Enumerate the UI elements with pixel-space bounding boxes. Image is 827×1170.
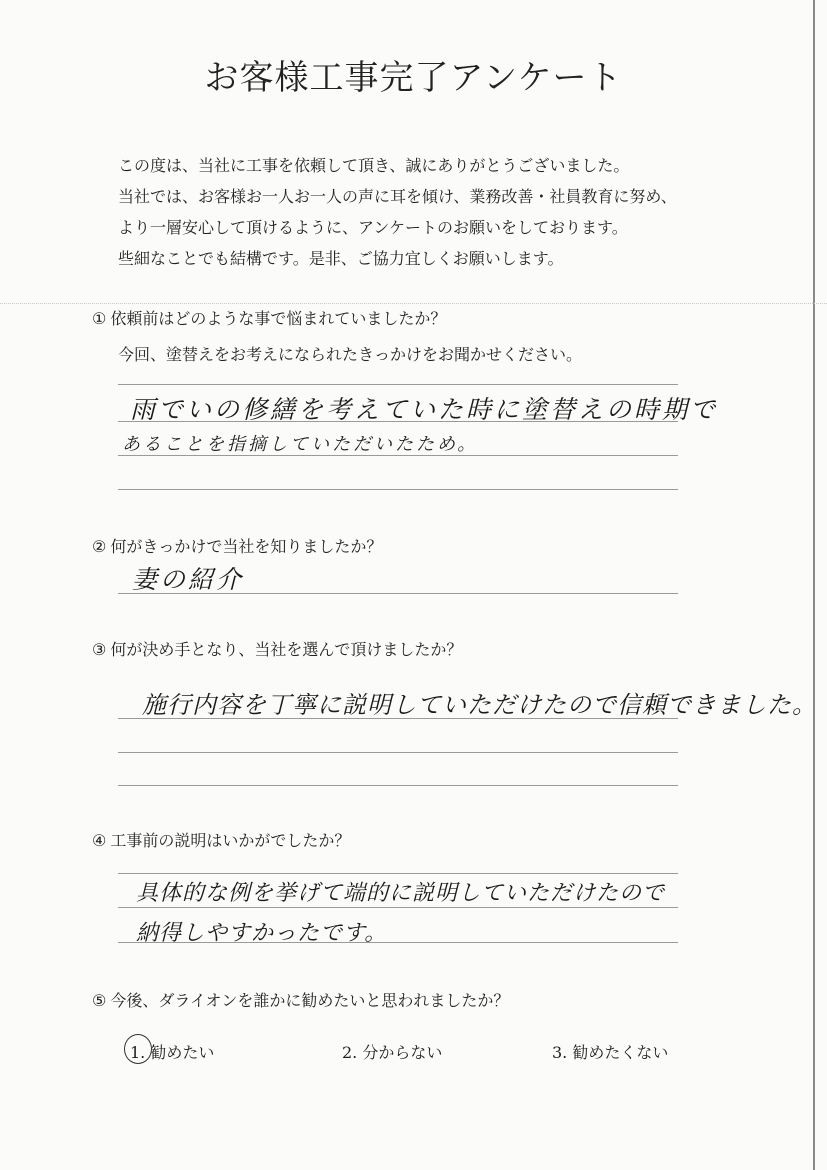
intro-text (118, 150, 758, 274)
intro-line: 些細なことでも結構です。是非、ご協力宜しくお願いします。 (118, 249, 564, 268)
question-text: 依頼前はどのような事で悩まれていましたか？ (110, 309, 447, 328)
handwritten-answer-1-line-1: 雨でいの修繕を考えていた時に塗替えの時期で (130, 395, 719, 424)
selected-circle-mark (124, 1034, 152, 1064)
question-3 (92, 637, 462, 660)
answer-line (118, 489, 678, 490)
question-2 (92, 534, 382, 557)
handwritten-answer-4-line-1: 具体的な例を挙げて端的に説明していただけたので (136, 881, 666, 906)
question-number: ⑤ (92, 991, 107, 1010)
question-number: ② (92, 537, 107, 556)
intro-line: 当社では、お客様お一人お一人の声に耳を傾け、業務改善・社員教育に努め、 (118, 187, 677, 206)
question-text: 何がきっかけで当社を知りましたか？ (110, 537, 383, 556)
question-number: ① (92, 309, 107, 328)
option-number: 1. (130, 1043, 146, 1062)
intro-line: この度は、当社に工事を依頼して頂き、誠にありがとうございました。 (118, 156, 630, 175)
option-label: 勧めたくない (572, 1043, 669, 1062)
answer-line (118, 907, 678, 908)
option-number: 2. (342, 1043, 358, 1062)
question-1 (92, 306, 446, 329)
option-recommend[interactable] (130, 1040, 214, 1063)
handwritten-answer-4-line-2: 納得しやすかったです。 (136, 921, 388, 946)
survey-title: お客様工事完了アンケート (204, 58, 623, 98)
handwritten-answer-3: 施行内容を丁寧に説明していただけたので信頼できました。 (142, 691, 817, 719)
question-4 (92, 828, 350, 851)
page-edge (813, 0, 815, 1170)
question-1-subtext: 今回、塗替えをお考えになられたきっかけをお聞かせください。 (118, 345, 583, 364)
answer-line (118, 785, 678, 786)
question-text: 何が決め手となり、当社を選んで頂けましたか？ (110, 640, 463, 659)
section-divider (0, 303, 827, 304)
answer-line (118, 873, 678, 874)
option-not-sure[interactable] (342, 1040, 442, 1063)
option-not-recommend[interactable] (552, 1040, 668, 1063)
option-label: 勧めたい (150, 1043, 215, 1062)
answer-line (118, 384, 678, 385)
handwritten-answer-2: 妻の紹介 (132, 565, 245, 594)
intro-line: より一層安心して頂けるように、アンケートのお願いをしております。 (118, 218, 628, 237)
question-text: 工事前の説明はいかがでしたか？ (110, 831, 351, 850)
question-5 (92, 988, 509, 1011)
option-label: 分からない (362, 1043, 443, 1062)
question-text: 今後、ダライオンを誰かに勧めたいと思われましたか？ (110, 991, 510, 1010)
question-number: ③ (92, 640, 107, 659)
answer-line (118, 752, 678, 753)
question-number: ④ (92, 831, 107, 850)
option-number: 3. (552, 1043, 568, 1062)
handwritten-answer-1-line-2: あることを指摘していただいたため。 (122, 434, 479, 455)
